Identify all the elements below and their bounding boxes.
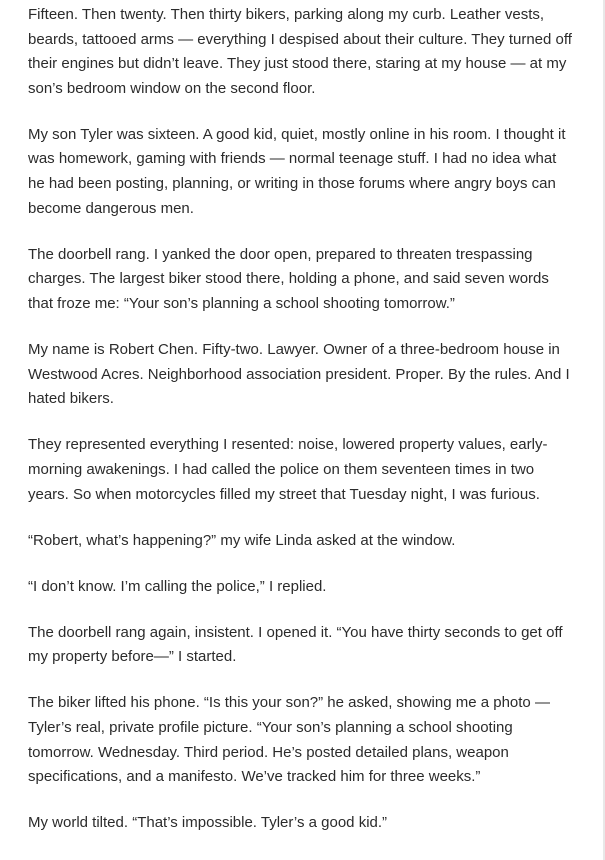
paragraph-6: “Robert, what’s happening?” my wife Linda asked at the window. <box>28 531 456 549</box>
paragraph-7: “I don’t know. I’m calling the police,” I replied. <box>28 577 327 595</box>
paragraph-3: The doorbell rang. I yanked the door open, prepared to threaten trespassing charges. The largest biker stood there, holding a phone, and said seven words that froze me: “Your son’s planning a school shooting tomorrow.” <box>28 245 549 312</box>
paragraph-1: Fifteen. Then twenty. Then thirty bikers, parking along my curb. Leather vests, beards, tattooed arms — everything I despised about their culture. They turned off their engines but didn’t leave. They just stood there, staring at my house — at my son’s bedroom window on the second floor. <box>28 6 572 97</box>
paragraph-2: My son Tyler was sixteen. A good kid, quiet, mostly online in his room. I thought it was homework, gaming with friends — normal teenage stuff. I had no idea what he had been posting, planning, or writing in those forums where angry boys can become dangerous men. <box>28 125 566 217</box>
paragraph-10: My world tilted. “That’s impossible. Tyler’s a good kid.” <box>28 814 388 832</box>
story-article <box>28 3 576 857</box>
paragraph-5: They represented everything I resented: noise, lowered property values, early-morning awakenings. I had called the police on them seventeen times in two years. So when motorcycles filled my street that Tuesday night, I was furious. <box>28 436 548 503</box>
paragraph-8: The doorbell rang again, insistent. I opened it. “You have thirty seconds to get off my property before—” I started. <box>28 623 563 666</box>
paragraph-4: My name is Robert Chen. Fifty-two. Lawyer. Owner of a three-bedroom house in Westwood Acres. Neighborhood association president. Proper. By the rules. And I hated bikers. <box>28 341 570 408</box>
paragraph-9: The biker lifted his phone. “Is this your son?” he asked, showing me a photo — Tyler’s real, private profile picture. “Your son’s planning a school shooting tomorrow. Wednesday. Third period. He’s posted detailed plans, weapon specifications, and a manifesto. We’ve tracked him for three weeks.” <box>28 694 550 786</box>
